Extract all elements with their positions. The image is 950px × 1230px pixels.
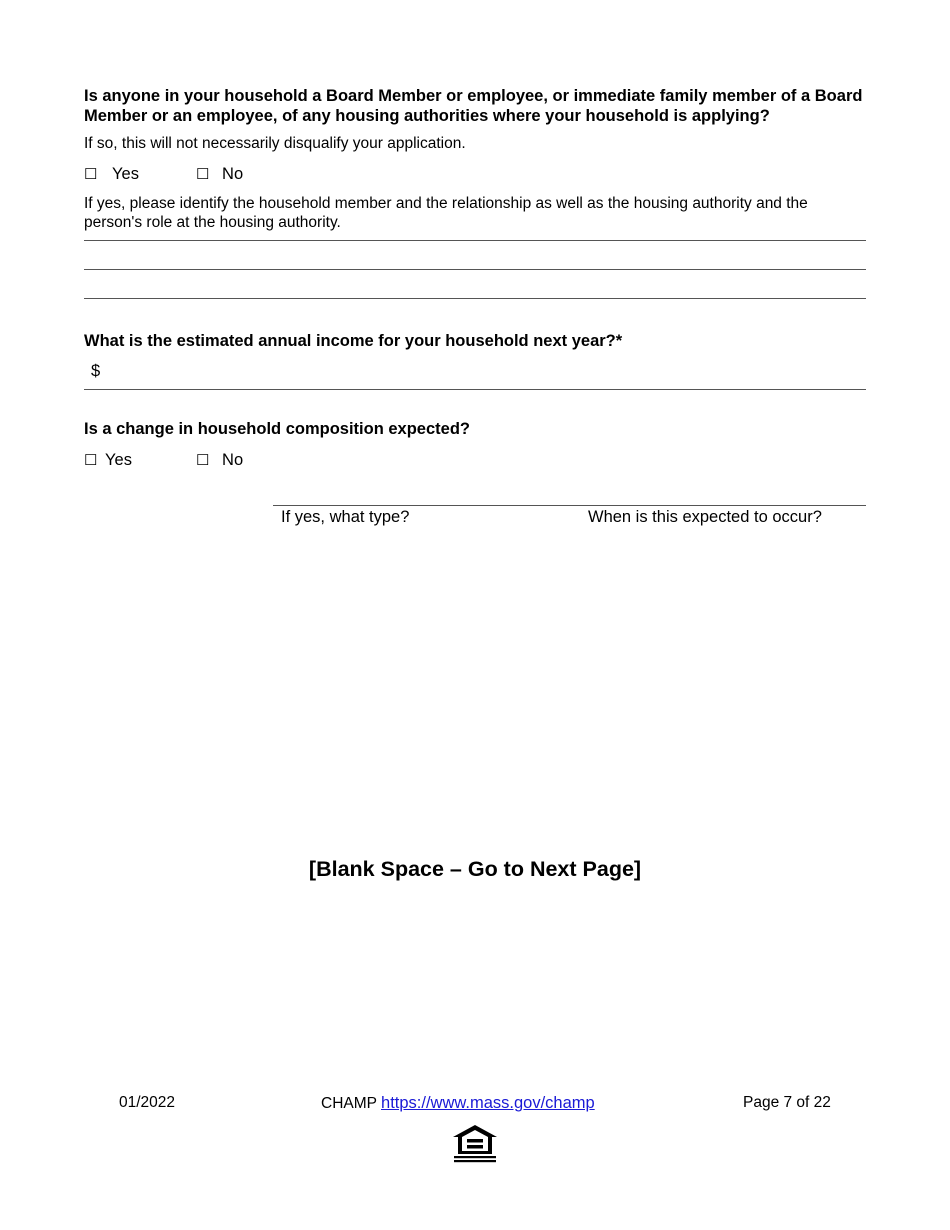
answer-line-3[interactable] xyxy=(84,298,866,299)
board-member-yes-option[interactable] xyxy=(84,164,139,185)
blank-space-notice: [Blank Space – Go to Next Page] xyxy=(308,857,642,881)
composition-no-option[interactable] xyxy=(196,450,243,471)
checkbox-icon[interactable]: ☐ xyxy=(84,452,98,469)
champ-link[interactable]: https://www.mass.gov/champ xyxy=(381,1094,595,1112)
board-member-followup: If yes, please identify the household member and the relationship as well as the housing authority and the person's role at the housing authority. xyxy=(84,195,808,231)
type-label: If yes, what type? xyxy=(281,508,410,526)
footer-page-number: Page 7 of 22 xyxy=(743,1094,831,1111)
board-member-no-option[interactable] xyxy=(196,164,243,185)
composition-yes-option[interactable] xyxy=(84,450,132,471)
composition-field[interactable] xyxy=(273,505,866,506)
no-label: No xyxy=(222,165,244,183)
checkbox-icon[interactable]: ☐ xyxy=(196,166,210,183)
income-field[interactable] xyxy=(84,389,866,390)
composition-question: Is a change in household composition expected? xyxy=(84,420,470,438)
checkbox-icon[interactable]: ☐ xyxy=(84,166,98,183)
footer-org: CHAMP xyxy=(321,1095,377,1112)
currency-symbol: $ xyxy=(91,362,101,380)
equal-housing-opportunity-icon xyxy=(451,1124,499,1164)
yes-label: Yes xyxy=(105,451,132,469)
answer-line-2[interactable] xyxy=(84,269,866,270)
answer-line-1[interactable] xyxy=(84,240,866,241)
no-label: No xyxy=(222,451,244,469)
footer-date: 01/2022 xyxy=(119,1094,176,1111)
when-label: When is this expected to occur? xyxy=(588,508,822,526)
income-question: What is the estimated annual income for your household next year?* xyxy=(84,332,623,350)
footer-center xyxy=(321,1093,595,1114)
checkbox-icon[interactable]: ☐ xyxy=(196,452,210,469)
board-member-question: Is anyone in your household a Board Member or employee, or immediate family member of a Board Member or an employee, of any housing authorities where your household is applying? xyxy=(84,87,863,125)
yes-label: Yes xyxy=(112,165,139,183)
board-member-note: If so, this will not necessarily disqualify your application. xyxy=(84,135,466,152)
